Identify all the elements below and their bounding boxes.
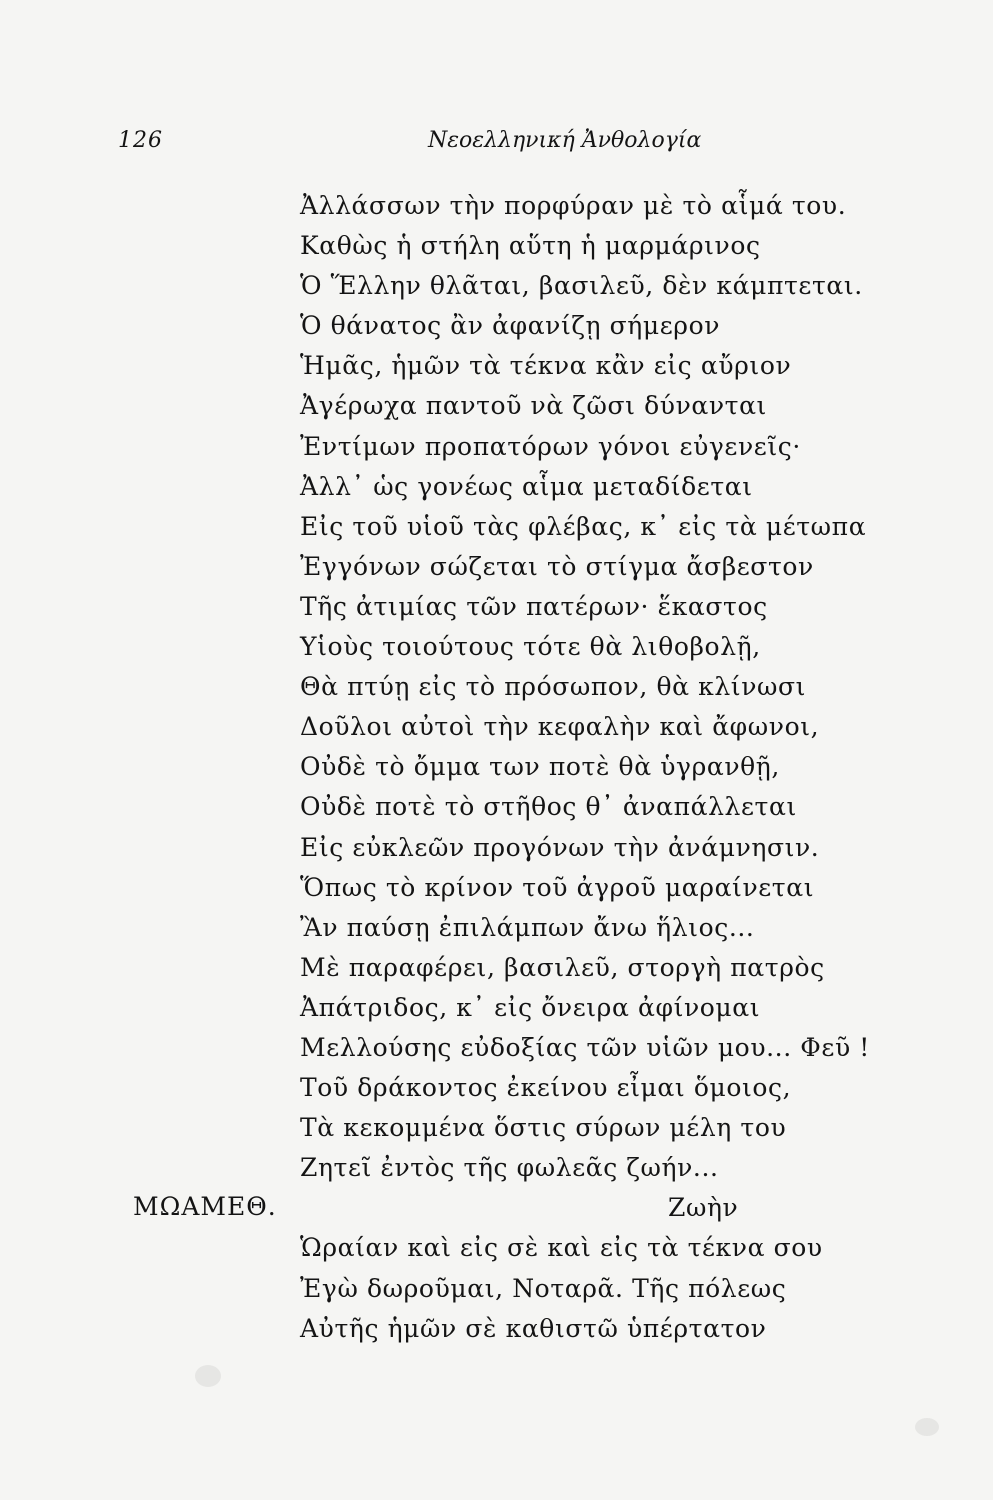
verse-line: Οὐδὲ τὸ ὄμμα των ποτὲ θὰ ὑγρανθῇ, <box>300 752 780 782</box>
verse-line: Τῆς ἀτιμίας τῶν πατέρων· ἕκαστος <box>300 591 768 621</box>
verse-line: Ἀπάτριδος, κ᾽ εἰς ὄνειρα ἀφίνομαι <box>300 992 761 1022</box>
verse-line: Ὁ θάνατος ἂν ἀφανίζῃ σήμερον <box>300 311 721 341</box>
verse-line: Δοῦλοι αὐτοὶ τὴν κεφαλὴν καὶ ἄφωνοι, <box>300 712 820 742</box>
verse-line: Οὐδὲ ποτὲ τὸ στῆθος θ᾽ ἀναπάλλεται <box>300 792 797 822</box>
verse-line: Ἀλλ᾽ ὡς γονέως αἷμα μεταδίδεται <box>300 471 753 501</box>
verse-line: Ζητεῖ ἐντὸς τῆς φωλεᾶς ζωήν... <box>300 1153 719 1183</box>
verse-line: Καθὼς ἡ στήλη αὕτη ἡ μαρμάρινος <box>300 231 761 261</box>
speech-line: Ἐγὼ δωροῦμαι, Νοταρᾶ. Τῆς πόλεως <box>300 1273 787 1303</box>
speech-line: Ζωὴν <box>668 1193 739 1223</box>
verse-line: Ὅπως τὸ κρίνον τοῦ ἀγροῦ μαραίνεται <box>300 872 815 902</box>
verse-line: Ἀλλάσσων τὴν πορφύραν μὲ τὸ αἷμά του. <box>300 191 847 220</box>
verse-line: Μελλούσης εὐδοξίας τῶν υἱῶν μου... Φεῦ ! <box>300 1032 870 1062</box>
verse-line: Ἂν παύσῃ ἐπιλάμπων ἄνω ἥλιος... <box>300 912 755 942</box>
paper-smudge <box>195 1365 221 1387</box>
speech-line: Αὐτῆς ἡμῶν σὲ καθιστῶ ὑπέρτατον <box>300 1313 767 1343</box>
page-number: 126 <box>118 128 163 153</box>
verse-line: Εἰς εὐκλεῶν προγόνων τὴν ἀνάμνησιν. <box>300 832 820 862</box>
verse-line: Ἀγέρωχα παντοῦ νὰ ζῶσι δύνανται <box>300 391 767 421</box>
verse-line: Υἱοὺς τοιούτους τότε θὰ λιθοβολῇ, <box>300 632 761 662</box>
verse-block <box>300 186 940 1349</box>
verse-line: Εἰς τοῦ υἱοῦ τὰς φλέβας, κ᾽ εἰς τὰ μέτωπα <box>300 511 867 541</box>
verse-line: Τὰ κεκομμένα ὅστις σύρων μέλη του <box>300 1113 787 1143</box>
verse-line: Ἐγγόνων σώζεται τὸ στίγμα ἄσβεστον <box>300 551 814 581</box>
verse-line: Ὁ Ἕλλην θλᾶται, βασιλεῦ, δὲν κάμπτεται. <box>300 271 863 301</box>
verse-line: Ἐντίμων προπατόρων γόνοι εὐγενεῖς· <box>300 431 801 461</box>
speaker-name: ΜΩΑΜΕΘ. <box>133 1192 277 1221</box>
paper-smudge <box>915 1418 939 1436</box>
verse-line: Μὲ παραφέρει, βασιλεῦ, στοργὴ πατρὸς <box>300 952 825 982</box>
running-title: Νεοελληνική Ἀνθολογία <box>428 128 702 153</box>
verse-line: Τοῦ δράκοντος ἐκείνου εἶμαι ὅμοιος, <box>300 1073 792 1103</box>
verse-line: Ἡμᾶς, ἡμῶν τὰ τέκνα κἂν εἰς αὔριον <box>300 351 792 381</box>
speech-line: Ὡραίαν καὶ εἰς σὲ καὶ εἰς τὰ τέκνα σου <box>300 1233 823 1263</box>
verse-line: Θὰ πτύῃ εἰς τὸ πρόσωπον, θὰ κλίνωσι <box>300 672 807 702</box>
